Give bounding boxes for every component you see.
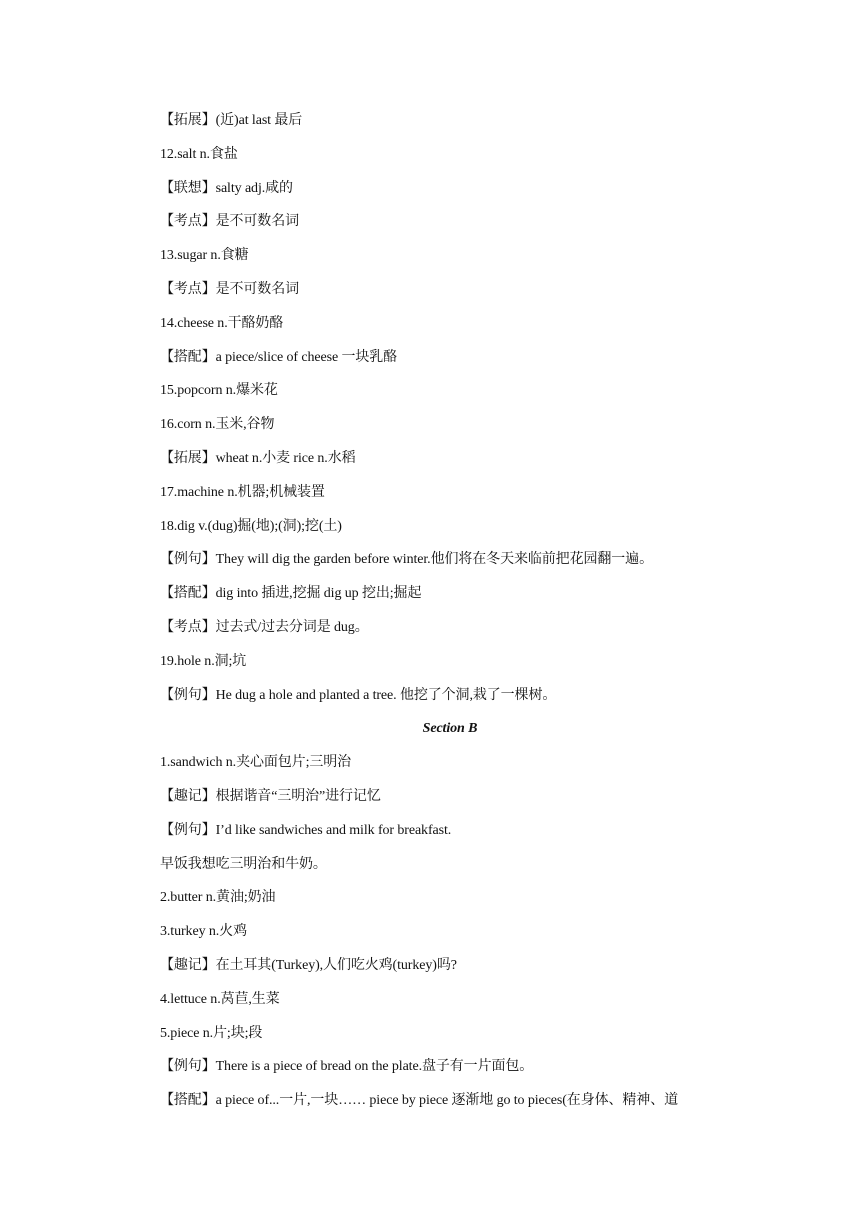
text-line: 【考点】是不可数名词 xyxy=(160,214,299,230)
text-line: 【搭配】dig into 插进,挖掘 dig up 挖出;掘起 xyxy=(160,586,422,602)
text-line: 【拓展】wheat n.小麦 rice n.水稻 xyxy=(160,450,356,466)
text-line: 15.popcorn n.爆米花 xyxy=(160,383,278,399)
text-line: 5.piece n.片;块;段 xyxy=(160,1025,263,1041)
text-line: 17.machine n.机器;机械装置 xyxy=(160,484,325,500)
text-line: 2.butter n.黄油;奶油 xyxy=(160,890,276,906)
text-line: 19.hole n.洞;坑 xyxy=(160,653,247,669)
text-line: 4.lettuce n.莴苣,生菜 xyxy=(160,991,280,1007)
text-line: 【趣记】在土耳其(Turkey),人们吃火鸡(turkey)吗? xyxy=(160,957,457,973)
text-line: 1.sandwich n.夹心面包片;三明治 xyxy=(160,755,352,771)
text-line: 14.cheese n.干酪奶酪 xyxy=(160,315,284,331)
text-line: 【趣记】根据谐音“三明治”进行记忆 xyxy=(160,788,381,804)
text-line: 18.dig v.(dug)掘(地);(洞);挖(土) xyxy=(160,518,342,534)
text-line: 早饭我想吃三明治和牛奶。 xyxy=(160,856,327,872)
text-line: 【考点】过去式/过去分词是 dug。 xyxy=(160,619,369,635)
document-body xyxy=(160,110,740,1124)
text-line: 16.corn n.玉米,谷物 xyxy=(160,417,275,433)
text-line: 【例句】They will dig the garden before winter.他们将在冬天来临前把花园翻一遍。 xyxy=(160,552,653,568)
text-line: 13.sugar n.食糖 xyxy=(160,248,249,264)
text-line: 【考点】是不可数名词 xyxy=(160,281,299,297)
text-line: 【例句】He dug a hole and planted a tree. 他挖了个洞,栽了一棵树。 xyxy=(160,687,557,703)
text-line: 【联想】salty adj.咸的 xyxy=(160,180,293,196)
text-line: 【例句】I’d like sandwiches and milk for breakfast. xyxy=(160,822,452,838)
text-line: 【搭配】a piece/slice of cheese 一块乳酪 xyxy=(160,349,398,365)
text-line: 【拓展】(近)at last 最后 xyxy=(160,113,303,128)
text-line: 3.turkey n.火鸡 xyxy=(160,924,247,940)
text-line: 【搭配】a piece of...一片,一块…… piece by piece 逐渐地 go to pieces(在身体、精神、道 xyxy=(160,1093,679,1109)
text-line: 12.salt n.食盐 xyxy=(160,146,238,162)
text-line: 【例句】There is a piece of bread on the plate.盘子有一片面包。 xyxy=(160,1059,534,1075)
section-heading: Section B xyxy=(422,721,478,737)
